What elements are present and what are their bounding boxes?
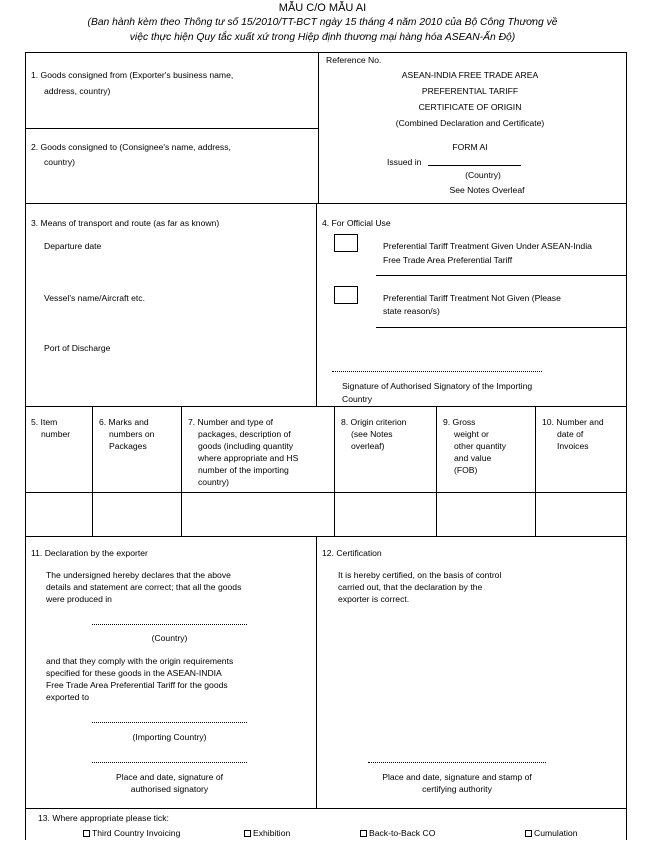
tick-cumulation[interactable]: Cumulation	[525, 827, 577, 839]
produced-in-country-line	[92, 624, 247, 625]
exporter-signature-caption-1: Place and date, signature of	[115, 772, 224, 782]
box12-line2: carried out, that the declaration by the	[338, 582, 483, 592]
checkbox-icon	[83, 830, 90, 837]
exporter-signature-line	[92, 762, 247, 763]
issued-in-line	[428, 165, 521, 166]
box11-p1-line3: were produced in	[46, 594, 112, 604]
produced-in-country-caption: (Country)	[151, 633, 188, 643]
box12-line1: It is hereby certified, on the basis of control	[338, 570, 502, 580]
box11-p2-line2: specified for these goods in the ASEAN-INDIA	[46, 668, 222, 678]
certifying-signature-line	[368, 762, 546, 763]
importing-signature-caption-2: Country	[342, 394, 373, 404]
tick-back-to-back-co[interactable]: Back-to-Back CO	[360, 827, 435, 839]
treatment-given-line1: Preferential Tariff Treatment Given Under ASEAN-India	[383, 241, 592, 251]
box11-p2-line1: and that they comply with the origin requirements	[46, 656, 234, 666]
see-notes-overleaf: See Notes Overleaf	[449, 185, 525, 195]
box11-p2-line4: exported to	[46, 692, 89, 702]
departure-date-label: Departure date	[44, 241, 102, 251]
checkbox-icon	[244, 830, 251, 837]
country-caption: (Country)	[465, 170, 501, 180]
vessel-name-label: Vessel's name/Aircraft etc.	[44, 293, 145, 303]
box11-label: 11. Declaration by the exporter	[31, 548, 148, 558]
page-subtitle-line1: (Ban hành kèm theo Thông tư số 15/2010/TT-BCT ngày 15 tháng 4 năm 2010 của Bộ Công Thương về	[87, 17, 558, 28]
certifying-signature-caption-2: certifying authority	[422, 784, 492, 794]
box4-label: 4. For Official Use	[322, 218, 391, 228]
reference-title-2: PREFERENTIAL TARIFF	[421, 86, 519, 96]
box12-line3: exporter is correct.	[338, 594, 410, 604]
box1-label-line1: 1. Goods consigned from (Exporter's business name,	[31, 70, 234, 80]
box1-label-line2: address, country)	[44, 86, 111, 96]
checkbox-icon	[360, 830, 367, 837]
tick-exhibition[interactable]: Exhibition	[244, 827, 290, 839]
certifying-signature-caption-1: Place and date, signature and stamp of	[382, 772, 532, 782]
reference-title-3: CERTIFICATE OF ORIGIN	[418, 102, 522, 112]
form-name: FORM AI	[452, 142, 488, 152]
page-title: MẪU C/O MẪU AI	[278, 2, 367, 14]
treatment-not-given-line1: Preferential Tariff Treatment Not Given (Please	[383, 293, 561, 303]
importing-signature-caption-1: Signature of Authorised Signatory of the Importing	[342, 381, 533, 391]
exporter-signature-caption-2: authorised signatory	[130, 784, 209, 794]
treatment-not-given-checkbox[interactable]	[334, 286, 358, 304]
port-of-discharge-label: Port of Discharge	[44, 343, 111, 353]
box2-label-line1: 2. Goods consigned to (Consignee's name, address,	[31, 142, 231, 152]
reference-title-4: (Combined Declaration and Certificate)	[395, 118, 545, 128]
treatment-given-checkbox[interactable]	[334, 234, 358, 252]
issued-in-label: Issued in	[387, 157, 422, 167]
box2-label-line2: country)	[44, 157, 76, 167]
treatment-not-given-line2: state reason/s)	[383, 306, 440, 316]
box11-p2-line3: Free Trade Area Preferential Tariff for the goods	[46, 680, 228, 690]
tick-third-country-invoicing[interactable]: Third Country Invoicing	[83, 827, 180, 839]
box11-p1-line2: details and statement are correct; that all the goods	[46, 582, 242, 592]
checkbox-icon	[525, 830, 532, 837]
box11-p1-line1: The undersigned hereby declares that the above	[46, 570, 231, 580]
page-subtitle-line2: việc thực hiện Quy tắc xuất xứ trong Hiệp định thương mại hàng hóa ASEAN-Ấn Độ)	[129, 32, 516, 43]
box12-label: 12. Certification	[322, 548, 382, 558]
importing-country-caption: (Importing Country)	[132, 732, 207, 742]
treatment-given-line2: Free Trade Area Preferential Tariff	[383, 255, 513, 265]
box3-label: 3. Means of transport and route (as far as known)	[31, 218, 220, 228]
importing-signature-line	[332, 371, 542, 372]
reference-label: Reference No.	[326, 55, 382, 65]
importing-country-line	[92, 722, 247, 723]
reference-title-1: ASEAN-INDIA FREE TRADE AREA	[401, 70, 539, 80]
box13-label: 13. Where appropriate please tick:	[38, 813, 169, 823]
